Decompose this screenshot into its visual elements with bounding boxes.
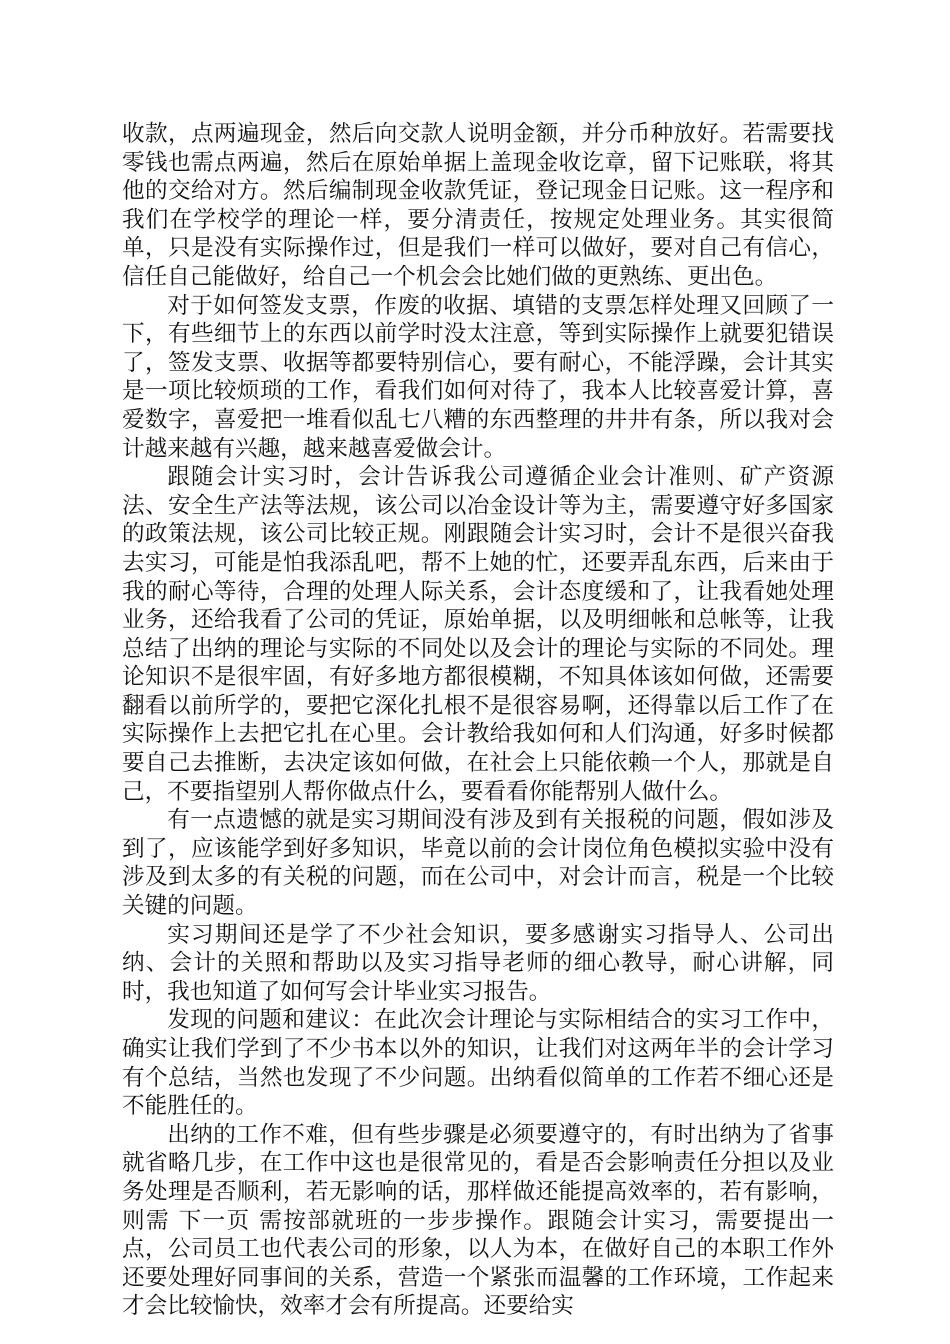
paragraph-7: 出纳的工作不难，但有些步骤是必须要遵守的，有时出纳为了省事就省略几步，在工作中这也是很常见的，看是否会影响责任分担以及业务处理是否顺利，若无影响的话，那样做还能提高效率的，若有影响，则需 下一页 需按部就班的一步步操作。跟随会计实习，需要提出一点，公司员工也代表公司的形象，以人为本，在做好自己的本职工作外还要处理好同事间的关系，营造一个紧张而温馨的工作环境，工作起来才会比较愉快，效率才会有所提高。还要给实 (122, 1121, 834, 1320)
paragraph-4: 有一点遗憾的就是实习期间没有涉及到有关报税的问题，假如涉及到了，应该能学到好多知识，毕竟以前的会计岗位角色模拟实验中没有涉及到太多的有关税的问题，而在公司中，对会计而言，税是一个比较关键的问题。 (122, 807, 834, 920)
paragraph-2: 对于如何签发支票，作废的收据、填错的支票怎样处理又回顾了一下，有些细节上的东西以前学时没太注意，等到实际操作上就要犯错误了，签发支票、收据等都要特别信心，要有耐心，不能浮躁，会计其实是一项比较烦琐的工作，看我们如何对待了，我本人比较喜爱计算，喜爱数字，喜爱把一堆看似乱七八糟的东西整理的井井有条，所以我对会计越来越有兴趣，越来越喜爱做会计。 (122, 292, 834, 462)
paragraph-3: 跟随会计实习时，会计告诉我公司遵循企业会计准则、矿产资源法、安全生产法等法规，该公司以冶金设计等为主，需要遵守好多国家的政策法规，该公司比较正规。刚跟随会计实习时，会计不是很兴奋我去实习，可能是怕我添乱吧，帮不上她的忙，还要弄乱东西，后来由于我的耐心等待，合理的处理人际关系，会计态度缓和了，让我看她处理业务，还给我看了公司的凭证，原始单据，以及明细帐和总帐等，让我总结了出纳的理论与实际的不同处以及会计的理论与实际的不同处。理论知识不是很牢固，有好多地方都很模糊，不知具体该如何做，还需要翻看以前所学的，要把它深化扎根不是很容易啊，还得靠以后工作了在实际操作上去把它扎在心里。会计教给我如何和人们沟通，好多时候都要自己去推断，去决定该如何做，在社会上只能依赖一个人，那就是自己，不要指望别人帮你做点什么，要看看你能帮别人做什么。 (122, 464, 834, 805)
paragraph-6: 发现的问题和建议：在此次会计理论与实际相结合的实习工作中，确实让我们学到了不少书本以外的知识，让我们对这两年半的会计学习有个总结，当然也发现了不少问题。出纳看似简单的工作若不细心还是不能胜任的。 (122, 1007, 834, 1120)
document-page (122, 120, 834, 1321)
paragraph-1: 收款，点两遍现金，然后向交款人说明金额，并分币种放好。若需要找零钱也需点两遍，然后在原始单据上盖现金收讫章，留下记账联，将其他的交给对方。然后编制现金收款凭证，登记现金日记账。这一程序和我们在学校学的理论一样，要分清责任，按规定处理业务。其实很简单，只是没有实际操作过，但是我们一样可以做好，要对自己有信心，信任自己能做好，给自己一个机会会比她们做的更熟练、更出色。 (122, 121, 834, 290)
paragraph-5: 实习期间还是学了不少社会知识，要多感谢实习指导人、公司出纳、会计的关照和帮助以及实习指导老师的细心教导，耐心讲解，同时，我也知道了如何写会计毕业实习报告。 (122, 921, 834, 1005)
